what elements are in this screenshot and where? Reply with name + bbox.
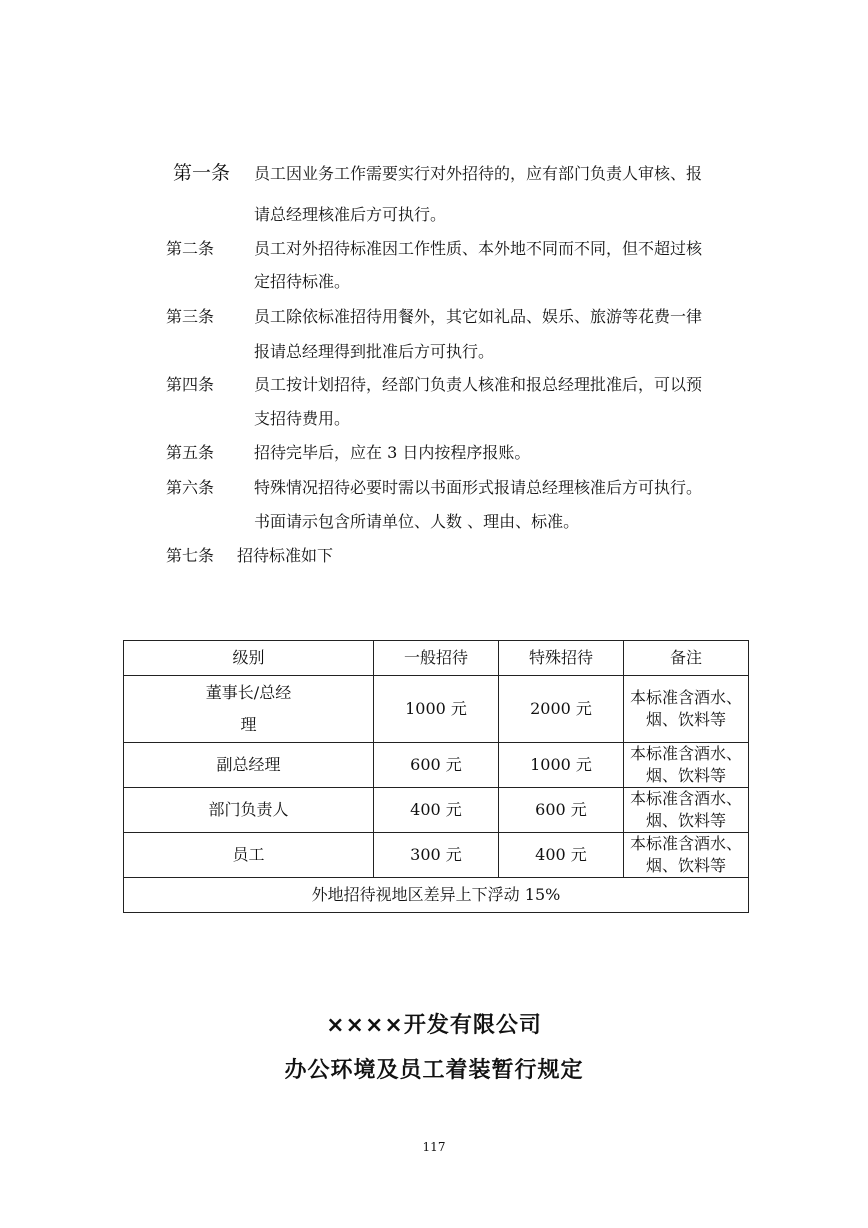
clause-text-continued: 报请总经理得到批准后方可执行。 — [254, 342, 495, 361]
clause-text: 员工除依标准招待用餐外，其它如礼品、娱乐、旅游等花费一律 — [254, 307, 703, 326]
table-cell: 1000 元 — [499, 743, 624, 788]
table-header-cell: 一般招待 — [374, 641, 499, 676]
table-header-cell: 特殊招待 — [499, 641, 624, 676]
clause-label: 第四条 — [166, 375, 215, 394]
table-row — [124, 676, 749, 743]
table-header-cell: 级别 — [124, 641, 374, 676]
table-row — [124, 743, 749, 788]
table-cell: 本标准含酒水、烟、饮料等 — [624, 788, 749, 833]
table-cell: 1000 元 — [374, 676, 499, 743]
table-header-row — [124, 641, 749, 676]
table-row — [124, 788, 749, 833]
table-cell: 600 元 — [499, 788, 624, 833]
clause-label: 第二条 — [166, 239, 215, 258]
table-footer-note: 外地招待视地区差异上下浮动 15% — [124, 878, 749, 913]
table-cell-text: 董事长/总经理 — [205, 683, 292, 734]
reception-standards-table — [123, 640, 749, 913]
table-footer-row — [124, 878, 749, 913]
table-cell: 300 元 — [374, 833, 499, 878]
clause-label: 第六条 — [166, 478, 215, 497]
table-cell: 400 元 — [374, 788, 499, 833]
page-number: 117 — [422, 1140, 446, 1154]
table-row — [124, 833, 749, 878]
table-cell: 副总经理 — [124, 743, 374, 788]
table-cell: 本标准含酒水、烟、饮料等 — [624, 743, 749, 788]
company-name: ××××开发有限公司 — [326, 1013, 542, 1038]
table-cell: 600 元 — [374, 743, 499, 788]
table-cell: 本标准含酒水、烟、饮料等 — [624, 676, 749, 743]
clause-text: 员工按计划招待，经部门负责人核准和报总经理批准后，可以预 — [254, 375, 703, 394]
table-cell: 部门负责人 — [124, 788, 374, 833]
table-cell: 员工 — [124, 833, 374, 878]
table-cell: 400 元 — [499, 833, 624, 878]
clause-text-continued: 书面请示包含所请单位、人数 、理由、标准。 — [254, 512, 580, 531]
clause-text-continued: 请总经理核准后方可执行。 — [254, 205, 447, 224]
table-cell: 2000 元 — [499, 676, 624, 743]
clause-text: 员工对外招待标准因工作性质、本外地不同而不同，但不超过核 — [254, 239, 703, 258]
clause-text: 招待标准如下 — [237, 546, 334, 565]
clause-label: 第三条 — [166, 307, 215, 326]
clause-label: 第七条 — [166, 546, 215, 565]
clause-label: 第一条 — [173, 162, 231, 184]
table-cell: 本标准含酒水、烟、饮料等 — [624, 833, 749, 878]
clause-text: 招待完毕后，应在 3 日内按程序报账。 — [254, 443, 531, 462]
table-header-cell: 备注 — [624, 641, 749, 676]
document-title: 办公环境及员工着装暂行规定 — [284, 1058, 584, 1083]
clause-text-continued: 定招待标准。 — [254, 272, 351, 291]
clause-label: 第五条 — [166, 443, 215, 462]
clause-text-continued: 支招待费用。 — [254, 409, 351, 428]
clause-text: 员工因业务工作需要实行对外招待的，应有部门负责人审核、报 — [254, 164, 703, 183]
table-cell — [124, 676, 374, 743]
clause-text: 特殊情况招待必要时需以书面形式报请总经理核准后方可执行。 — [254, 478, 703, 497]
